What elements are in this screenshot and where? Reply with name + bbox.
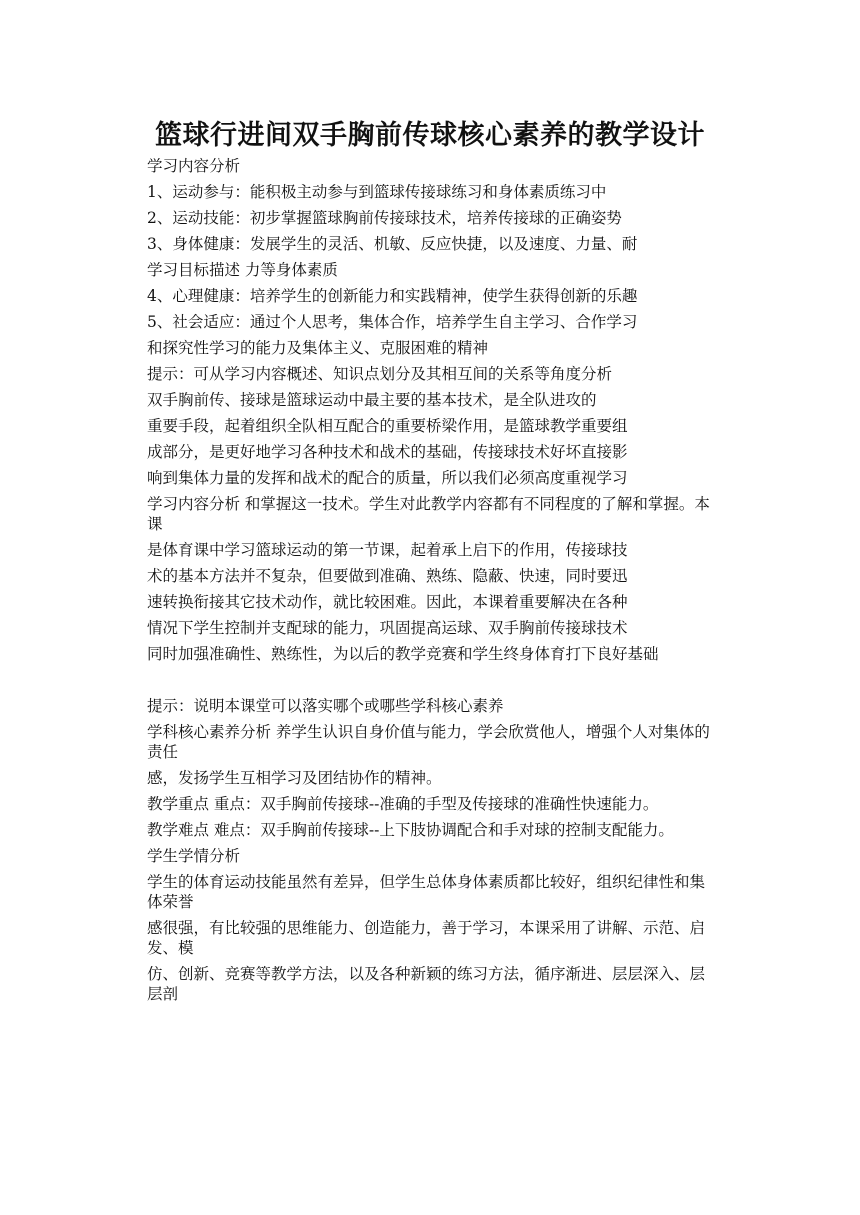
- paragraph-line: 1、运动参与：能积极主动参与到篮球传接球练习和身体素质练习中: [147, 183, 607, 201]
- document-title: 篮球行进间双手胸前传球核心素养的教学设计: [155, 120, 705, 151]
- paragraph-line: 术的基本方法并不复杂，但要做到准确、熟练、隐蔽、快速，同时要迅: [147, 567, 628, 585]
- paragraph-line: 速转换衔接其它技术动作，就比较困难。因此，本课着重要解决在各种: [147, 593, 628, 611]
- paragraph-line: 2、运动技能：初步掌握篮球胸前传接球技术，培养传接球的正确姿势: [147, 209, 622, 227]
- paragraph-line: 重要手段，起着组织全队相互配合的重要桥梁作用，是篮球教学重要组: [147, 417, 628, 435]
- paragraph-line: 3、身体健康：发展学生的灵活、机敏、反应快捷，以及速度、力量、耐: [147, 235, 638, 253]
- paragraph-line: 学习目标描述 力等身体素质: [147, 261, 338, 279]
- paragraph-line: 感很强，有比较强的思维能力、创造能力，善于学习，本课采用了讲解、示范、启发、模: [147, 919, 706, 957]
- paragraph-line: 情况下学生控制并支配球的能力，巩固提高运球、双手胸前传接球技术: [147, 619, 628, 637]
- paragraph-line: 4、心理健康：培养学生的创新能力和实践精神，使学生获得创新的乐趣: [147, 287, 638, 305]
- paragraph-line: 是体育课中学习篮球运动的第一节课，起着承上启下的作用，传接球技: [147, 541, 628, 559]
- paragraph-line: 5、社会适应：通过个人思考，集体合作，培养学生自主学习、合作学习: [147, 313, 638, 331]
- document-body: [147, 156, 717, 1010]
- paragraph-line: 和探究性学习的能力及集体主义、克服困难的精神: [147, 339, 489, 357]
- hint-line: 提示：说明本课堂可以落实哪个或哪些学科核心素养: [147, 697, 504, 715]
- paragraph-line: 仿、创新、竞赛等教学方法，以及各种新颖的练习方法，循序渐进、层层深入、层层剖: [147, 965, 706, 1003]
- section-heading: 学生学情分析: [147, 847, 241, 865]
- paragraph-line: 成部分，是更好地学习各种技术和战术的基础，传接球技术好坏直接影: [147, 443, 628, 461]
- paragraph-line: 双手胸前传、接球是篮球运动中最主要的基本技术，是全队进攻的: [147, 391, 597, 409]
- paragraph-line: 教学难点 难点：双手胸前传接球--上下肢协调配合和手对球的控制支配能力。: [147, 821, 674, 839]
- section-heading: 学习内容分析: [147, 157, 241, 175]
- paragraph-line: 教学重点 重点：双手胸前传接球--准确的手型及传接球的准确性快速能力。: [147, 795, 659, 813]
- paragraph-line: 学生的体育运动技能虽然有差异，但学生总体身体素质都比较好，组织纪律性和集体荣誉: [147, 873, 706, 911]
- paragraph-line: 感，发扬学生互相学习及团结协作的精神。: [147, 769, 442, 787]
- paragraph-line: 学习内容分析 和掌握这一技术。学生对此教学内容都有不同程度的了解和掌握。本课: [147, 495, 710, 533]
- paragraph-line: 学科核心素养分析 养学生认识自身价值与能力，学会欣赏他人，增强个人对集体的责任: [147, 723, 710, 761]
- hint-line: 提示：可从学习内容概述、知识点划分及其相互间的关系等角度分析: [147, 365, 613, 383]
- blank-line: [147, 670, 717, 696]
- paragraph-line: 响到集体力量的发挥和战术的配合的质量，所以我们必须高度重视学习: [147, 469, 628, 487]
- paragraph-line: 同时加强准确性、熟练性，为以后的教学竞赛和学生终身体育打下良好基础: [147, 645, 659, 663]
